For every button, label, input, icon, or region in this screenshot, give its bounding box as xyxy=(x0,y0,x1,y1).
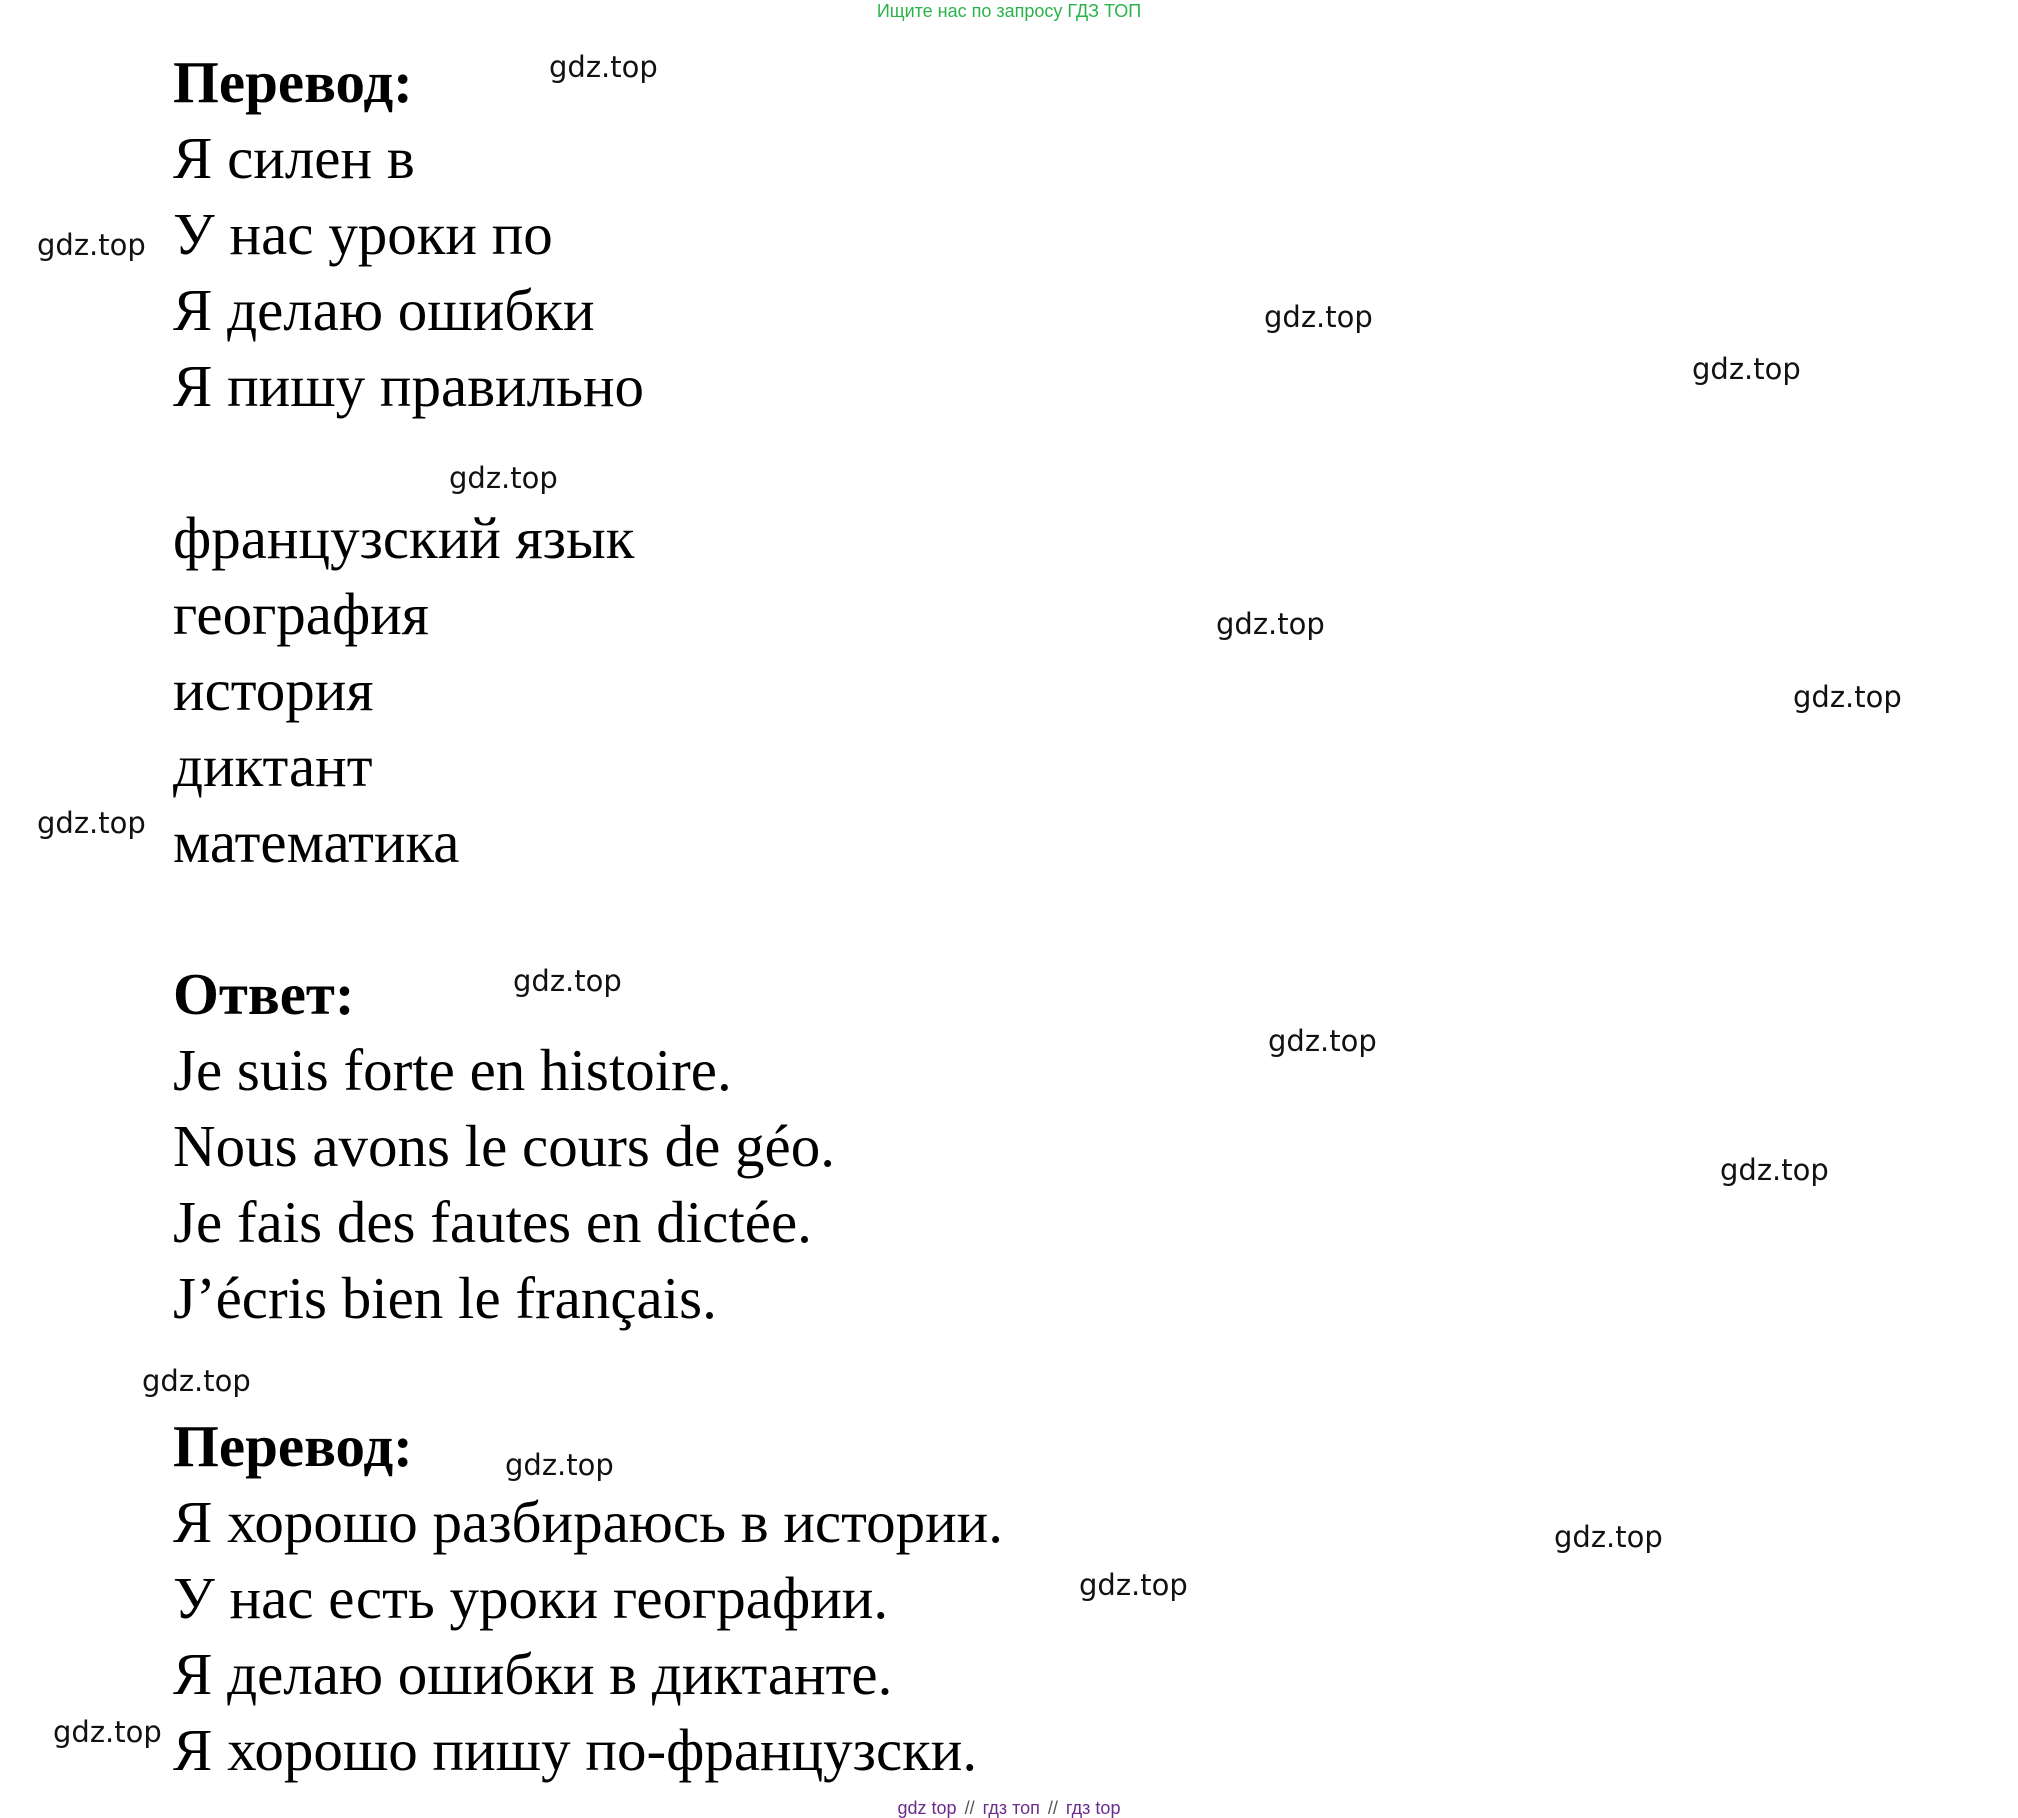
section-heading-translation-answer: Перевод: xyxy=(173,1413,413,1479)
footer-separator: // xyxy=(1047,1798,1058,1818)
answer-line: Je suis forte en histoire. xyxy=(173,1037,732,1103)
answer-line: Je fais des fautes en dictée. xyxy=(173,1189,812,1255)
watermark: gdz.top xyxy=(37,228,146,262)
translation-line: У нас есть уроки географии. xyxy=(173,1565,889,1631)
document-body xyxy=(173,44,1003,1788)
watermark: gdz.top xyxy=(1216,607,1325,641)
watermark: gdz.top xyxy=(1692,352,1801,386)
vocabulary-item: история xyxy=(173,657,374,723)
translation-fragment: Я пишу правильно xyxy=(173,353,645,419)
spacer xyxy=(173,880,1003,956)
watermark: gdz.top xyxy=(505,1448,614,1482)
watermark: gdz.top xyxy=(513,964,622,998)
watermark: gdz.top xyxy=(1264,300,1373,334)
vocabulary-item: французский язык xyxy=(173,505,635,571)
watermark: gdz.top xyxy=(142,1364,251,1398)
watermark: gdz.top xyxy=(1720,1153,1829,1187)
vocabulary-item: география xyxy=(173,581,429,647)
answer-line: Nous avons le cours de géo. xyxy=(173,1113,835,1179)
section-heading-answer: Ответ: xyxy=(173,961,355,1027)
watermark: gdz.top xyxy=(1268,1024,1377,1058)
watermark: gdz.top xyxy=(1554,1520,1663,1554)
translation-fragment: Я силен в xyxy=(173,125,415,191)
footer-links xyxy=(0,1799,2018,1817)
section-heading-translation: Перевод: xyxy=(173,49,413,115)
footer-link[interactable]: гдз топ xyxy=(982,1798,1040,1818)
translation-line: Я делаю ошибки в диктанте. xyxy=(173,1641,893,1707)
watermark: gdz.top xyxy=(53,1715,162,1749)
vocabulary-item: математика xyxy=(173,809,460,875)
translation-fragment: Я делаю ошибки xyxy=(173,277,595,343)
watermark: gdz.top xyxy=(1793,680,1902,714)
footer-link[interactable]: гдз top xyxy=(1065,1798,1121,1818)
vocabulary-item: диктант xyxy=(173,733,373,799)
search-hint-banner: Ищите нас по запросу ГДЗ ТОП xyxy=(876,1,1142,21)
watermark: gdz.top xyxy=(549,50,658,84)
translation-fragment: У нас уроки по xyxy=(173,201,553,267)
answer-line: J’écris bien le français. xyxy=(173,1265,717,1331)
footer-separator: // xyxy=(964,1798,975,1818)
footer-link[interactable]: gdz top xyxy=(897,1798,957,1818)
spacer xyxy=(173,424,1003,500)
translation-line: Я хорошо пишу по-французски. xyxy=(173,1717,978,1783)
spacer xyxy=(173,1336,1003,1408)
watermark: gdz.top xyxy=(37,806,146,840)
translation-line: Я хорошо разбираюсь в истории. xyxy=(173,1489,1004,1555)
watermark: gdz.top xyxy=(1079,1568,1188,1602)
watermark: gdz.top xyxy=(449,461,558,495)
